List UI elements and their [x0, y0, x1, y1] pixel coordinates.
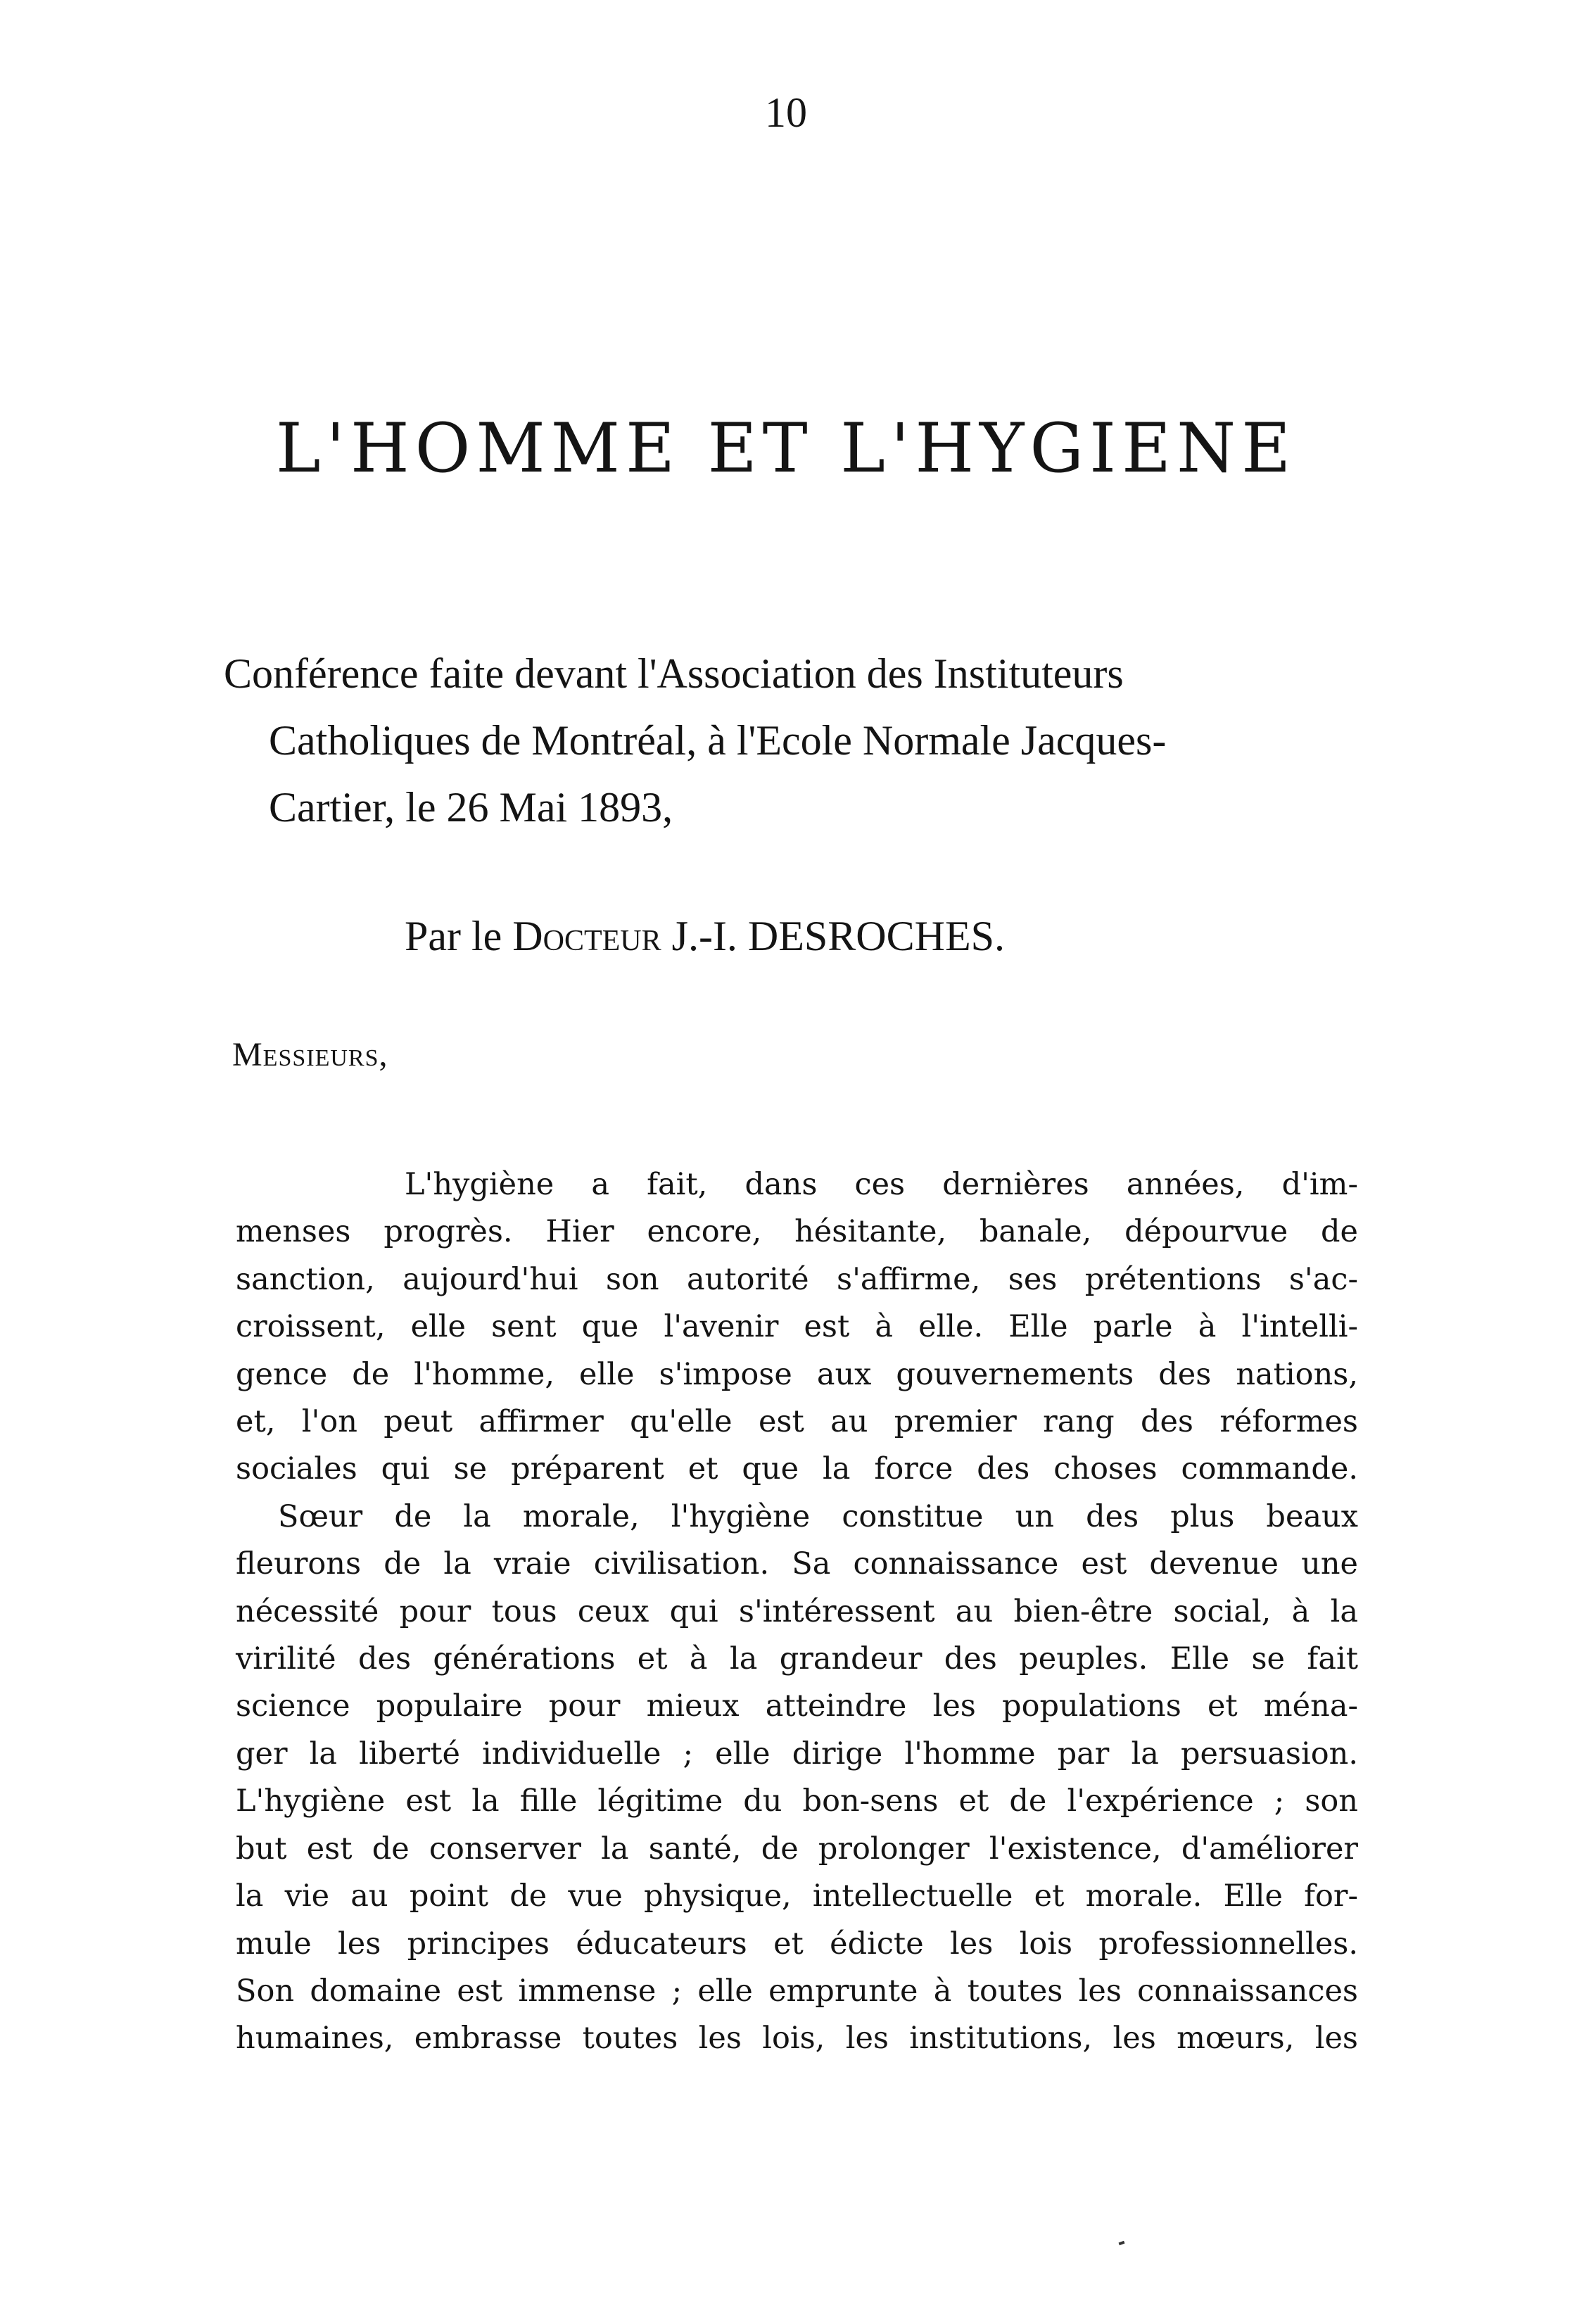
body-line: humaines, embrasse toutes les lois, les institutions, les mœurs, les	[236, 2021, 1358, 2057]
body-line: sanction, aujourd'hui son autorité s'affirme, ses prétentions s'ac-	[236, 1261, 1358, 1297]
subtitle-line-3: Cartier, le 26 Mai 1893,	[269, 784, 673, 831]
salutation: Messieurs,	[232, 1036, 388, 1073]
body-line: Son domaine est immense ; elle emprunte à toutes les connaissances	[236, 1973, 1358, 2009]
ink-mark	[1119, 2241, 1125, 2245]
body-line: gence de l'homme, elle s'impose aux gouvernements des nations,	[236, 1356, 1358, 1392]
body-line: la vie au point de vue physique, intellectuelle et morale. Elle for-	[236, 1878, 1358, 1914]
page-number: 10	[765, 89, 807, 136]
author-prefix: Par le	[405, 913, 502, 959]
body-line: croissent, elle sent que l'avenir est à elle. Elle parle à l'intelli-	[236, 1309, 1358, 1345]
author-title: Docteur	[512, 913, 661, 959]
body-line: sociales qui se préparent et que la force des choses commande.	[236, 1451, 1358, 1487]
body-line: Sœur de la morale, l'hygiène constitue un des plus beaux	[278, 1498, 1358, 1534]
body-line: L'hygiène est la fille légitime du bon-sens et de l'expérience ; son	[236, 1783, 1358, 1819]
conference-subtitle	[224, 640, 1357, 841]
author-name: J.-I. DESROCHES.	[671, 913, 1006, 959]
body-line: menses progrès. Hier encore, hésitante, banale, dépourvue de	[236, 1214, 1358, 1250]
body-line: L'hygiène a fait, dans ces dernières années, d'im-	[405, 1167, 1358, 1202]
body-text	[236, 1161, 1358, 2063]
author-line	[405, 915, 1005, 957]
body-line: et, l'on peut affirmer qu'elle est au premier rang des réformes	[236, 1404, 1358, 1440]
body-line: but est de conserver la santé, de prolonger l'existence, d'améliorer	[236, 1831, 1358, 1867]
body-line: nécessité pour tous ceux qui s'intéressent au bien-être social, à la	[236, 1593, 1358, 1629]
body-line: fleurons de la vraie civilisation. Sa connaissance est devenue une	[236, 1546, 1358, 1582]
body-line: virilité des générations et à la grandeur des peuples. Elle se fait	[236, 1641, 1358, 1677]
subtitle-line-2: Catholiques de Montréal, à l'Ecole Normale Jacques-	[269, 717, 1167, 764]
body-line: ger la liberté individuelle ; elle dirige l'homme par la persuasion.	[236, 1736, 1358, 1772]
subtitle-line-1: Conférence faite devant l'Association des Instituteurs	[224, 650, 1124, 697]
body-line: mule les principes éducateurs et édicte les lois professionnelles.	[236, 1926, 1358, 1962]
body-line: science populaire pour mieux atteindre les populations et ména-	[236, 1688, 1358, 1724]
page-title: L'HOMME ET L'HYGIENE	[275, 409, 1297, 488]
